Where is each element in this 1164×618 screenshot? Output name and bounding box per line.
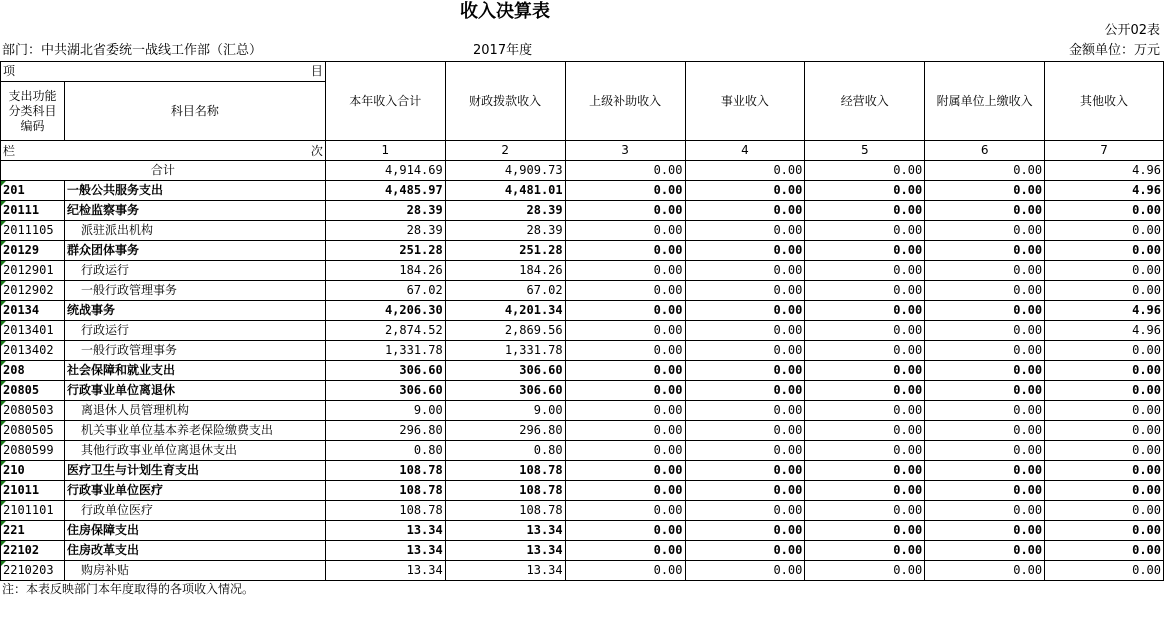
amount-cell-7: 0.00 [1045,441,1164,461]
subject-code: 20111 [1,201,65,221]
subject-name: 群众团体事务 [64,241,325,261]
total-value-6: 0.00 [925,161,1045,181]
amount-cell-7: 0.00 [1045,521,1164,541]
department-label: 部门：中共湖北省委统一战线工作部（汇总） [2,43,263,58]
amount-cell-5: 0.00 [805,561,925,581]
amount-cell-5: 0.00 [805,361,925,381]
col-number-2: 2 [445,141,565,161]
amount-cell-1: 67.02 [325,281,445,301]
amount-cell-3: 0.00 [565,261,685,281]
subject-name: 住房保障支出 [64,521,325,541]
amount-cell-1: 306.60 [325,381,445,401]
amount-cell-3: 0.00 [565,461,685,481]
subject-code: 20805 [1,381,65,401]
amount-cell-1: 0.80 [325,441,445,461]
amount-cell-4: 0.00 [685,561,805,581]
amount-cell-4: 0.00 [685,501,805,521]
total-value-7: 4.96 [1045,161,1164,181]
amount-cell-6: 0.00 [925,341,1045,361]
amount-cell-6: 0.00 [925,321,1045,341]
subject-name: 购房补贴 [64,561,325,581]
amount-cell-2: 108.78 [445,461,565,481]
subject-name: 医疗卫生与计划生育支出 [64,461,325,481]
amount-cell-4: 0.00 [685,421,805,441]
table-row [1,401,1164,421]
amount-cell-1: 1,331.78 [325,341,445,361]
col-header-1: 本年收入合计 [325,62,445,141]
amount-cell-5: 0.00 [805,221,925,241]
total-value-5: 0.00 [805,161,925,181]
amount-cell-3: 0.00 [565,401,685,421]
col-number-1: 1 [325,141,445,161]
amount-cell-5: 0.00 [805,521,925,541]
amount-cell-5: 0.00 [805,441,925,461]
fiscal-year: 2017年度 [473,43,533,58]
subject-code: 2080503 [1,401,65,421]
total-value-3: 0.00 [565,161,685,181]
col-header-7: 其他收入 [1045,62,1164,141]
amount-cell-2: 1,331.78 [445,341,565,361]
table-row [1,261,1164,281]
amount-cell-4: 0.00 [685,201,805,221]
amount-cell-5: 0.00 [805,181,925,201]
table-row [1,201,1164,221]
table-row [1,421,1164,441]
amount-cell-4: 0.00 [685,521,805,541]
table-row [1,301,1164,321]
subject-code: 2011105 [1,221,65,241]
amount-cell-3: 0.00 [565,541,685,561]
amount-cell-1: 28.39 [325,221,445,241]
code-header: 支出功能分类科目编码 [1,82,65,141]
amount-cell-4: 0.00 [685,401,805,421]
amount-cell-1: 13.34 [325,541,445,561]
amount-cell-2: 0.80 [445,441,565,461]
amount-cell-5: 0.00 [805,401,925,421]
amount-cell-4: 0.00 [685,541,805,561]
amount-cell-6: 0.00 [925,521,1045,541]
amount-cell-3: 0.00 [565,481,685,501]
subject-name: 其他行政事业单位离退休支出 [64,441,325,461]
amount-cell-6: 0.00 [925,481,1045,501]
amount-cell-2: 184.26 [445,261,565,281]
amount-cell-6: 0.00 [925,281,1045,301]
amount-cell-2: 306.60 [445,381,565,401]
table-row [1,241,1164,261]
subject-code: 221 [1,521,65,541]
amount-cell-1: 184.26 [325,261,445,281]
subject-code: 22102 [1,541,65,561]
amount-cell-6: 0.00 [925,441,1045,461]
row-header-left: 栏 [3,143,16,158]
amount-cell-1: 28.39 [325,201,445,221]
subject-name: 一般行政管理事务 [64,341,325,361]
subject-code: 2080599 [1,441,65,461]
amount-cell-4: 0.00 [685,261,805,281]
subject-code: 2012901 [1,261,65,281]
amount-cell-5: 0.00 [805,301,925,321]
amount-cell-6: 0.00 [925,501,1045,521]
amount-cell-6: 0.00 [925,421,1045,441]
amount-cell-3: 0.00 [565,501,685,521]
amount-cell-6: 0.00 [925,241,1045,261]
amount-cell-3: 0.00 [565,301,685,321]
header-item-row [1,62,1164,82]
amount-cell-3: 0.00 [565,561,685,581]
amount-cell-3: 0.00 [565,181,685,201]
amount-cell-4: 0.00 [685,301,805,321]
amount-cell-7: 0.00 [1045,361,1164,381]
amount-cell-1: 9.00 [325,401,445,421]
table-row [1,441,1164,461]
col-number-7: 7 [1045,141,1164,161]
subject-code: 2013402 [1,341,65,361]
table-row [1,221,1164,241]
amount-cell-4: 0.00 [685,241,805,261]
amount-cell-2: 9.00 [445,401,565,421]
total-value-4: 0.00 [685,161,805,181]
amount-cell-2: 306.60 [445,361,565,381]
col-number-5: 5 [805,141,925,161]
amount-cell-4: 0.00 [685,221,805,241]
amount-cell-4: 0.00 [685,321,805,341]
amount-cell-6: 0.00 [925,361,1045,381]
amount-cell-5: 0.00 [805,321,925,341]
subject-name: 行政运行 [64,321,325,341]
table-row [1,281,1164,301]
amount-cell-7: 0.00 [1045,261,1164,281]
subject-name: 社会保障和就业支出 [64,361,325,381]
subject-name: 一般行政管理事务 [64,281,325,301]
amount-cell-6: 0.00 [925,401,1045,421]
amount-cell-3: 0.00 [565,441,685,461]
col-header-4: 事业收入 [685,62,805,141]
subject-name: 行政运行 [64,261,325,281]
col-header-3: 上级补助收入 [565,62,685,141]
amount-cell-4: 0.00 [685,381,805,401]
amount-cell-2: 67.02 [445,281,565,301]
amount-cell-1: 108.78 [325,461,445,481]
amount-cell-7: 0.00 [1045,241,1164,261]
table-row [1,541,1164,561]
amount-cell-5: 0.00 [805,261,925,281]
amount-cell-6: 0.00 [925,201,1045,221]
subject-name: 统战事务 [64,301,325,321]
amount-cell-6: 0.00 [925,461,1045,481]
amount-cell-1: 251.28 [325,241,445,261]
column-number-row [1,141,1164,161]
amount-cell-6: 0.00 [925,381,1045,401]
subject-code: 20134 [1,301,65,321]
amount-cell-4: 0.00 [685,341,805,361]
amount-cell-5: 0.00 [805,341,925,361]
subject-name: 行政事业单位离退休 [64,381,325,401]
table-row [1,341,1164,361]
amount-cell-7: 4.96 [1045,321,1164,341]
amount-cell-3: 0.00 [565,221,685,241]
item-header-left: 项 [3,64,16,78]
amount-cell-6: 0.00 [925,221,1045,241]
table-row [1,521,1164,541]
amount-cell-4: 0.00 [685,441,805,461]
table-row [1,501,1164,521]
amount-cell-7: 0.00 [1045,541,1164,561]
amount-cell-6: 0.00 [925,261,1045,281]
subject-code: 20129 [1,241,65,261]
amount-cell-1: 13.34 [325,561,445,581]
subject-name: 一般公共服务支出 [64,181,325,201]
amount-cell-7: 0.00 [1045,221,1164,241]
amount-cell-2: 4,201.34 [445,301,565,321]
amount-cell-5: 0.00 [805,461,925,481]
income-table [0,61,1164,581]
amount-unit: 金额单位：万元 [1068,43,1160,58]
table-row [1,461,1164,481]
total-label: 合计 [1,161,326,181]
table-row [1,561,1164,581]
amount-cell-7: 0.00 [1045,501,1164,521]
report-title: 收入决算表 [460,1,550,22]
amount-cell-2: 28.39 [445,221,565,241]
subject-name: 纪检监察事务 [64,201,325,221]
col-number-3: 3 [565,141,685,161]
col-header-5: 经营收入 [805,62,925,141]
subject-name: 行政事业单位医疗 [64,481,325,501]
subject-name: 行政单位医疗 [64,501,325,521]
amount-cell-2: 28.39 [445,201,565,221]
amount-cell-1: 2,874.52 [325,321,445,341]
amount-cell-1: 296.80 [325,421,445,441]
amount-cell-3: 0.00 [565,421,685,441]
table-row [1,361,1164,381]
public-table-code: 公开02表 [1104,23,1160,38]
amount-cell-3: 0.00 [565,381,685,401]
amount-cell-3: 0.00 [565,321,685,341]
subject-code: 210 [1,461,65,481]
amount-cell-3: 0.00 [565,521,685,541]
amount-cell-2: 296.80 [445,421,565,441]
amount-cell-5: 0.00 [805,381,925,401]
amount-cell-2: 13.34 [445,541,565,561]
amount-cell-5: 0.00 [805,421,925,441]
table-row [1,321,1164,341]
item-header-right: 目 [310,64,323,78]
row-header-right: 次 [310,143,323,158]
total-row [1,161,1164,181]
table-row [1,381,1164,401]
amount-cell-6: 0.00 [925,541,1045,561]
row-number-header [1,141,326,161]
amount-cell-6: 0.00 [925,301,1045,321]
amount-cell-5: 0.00 [805,541,925,561]
amount-cell-4: 0.00 [685,461,805,481]
amount-cell-2: 13.34 [445,561,565,581]
amount-cell-7: 4.96 [1045,181,1164,201]
amount-cell-3: 0.00 [565,281,685,301]
amount-cell-2: 251.28 [445,241,565,261]
amount-cell-2: 13.34 [445,521,565,541]
subject-code: 201 [1,181,65,201]
amount-cell-1: 108.78 [325,501,445,521]
amount-cell-2: 4,481.01 [445,181,565,201]
amount-cell-4: 0.00 [685,281,805,301]
amount-cell-7: 0.00 [1045,561,1164,581]
subject-code: 208 [1,361,65,381]
subject-code: 2013401 [1,321,65,341]
item-header-cell [1,62,326,82]
amount-cell-1: 108.78 [325,481,445,501]
subject-code: 2080505 [1,421,65,441]
amount-cell-4: 0.00 [685,361,805,381]
table-row [1,481,1164,501]
amount-cell-7: 0.00 [1045,461,1164,481]
amount-cell-7: 0.00 [1045,481,1164,501]
amount-cell-7: 0.00 [1045,201,1164,221]
subject-code: 21011 [1,481,65,501]
total-value-2: 4,909.73 [445,161,565,181]
amount-cell-7: 0.00 [1045,421,1164,441]
amount-cell-3: 0.00 [565,361,685,381]
col-number-6: 6 [925,141,1045,161]
amount-cell-7: 4.96 [1045,301,1164,321]
footnote: 注：本表反映部门本年度取得的各项收入情况。 [2,582,255,596]
amount-cell-5: 0.00 [805,201,925,221]
amount-cell-5: 0.00 [805,281,925,301]
amount-cell-5: 0.00 [805,481,925,501]
amount-cell-6: 0.00 [925,181,1045,201]
col-number-4: 4 [685,141,805,161]
total-value-1: 4,914.69 [325,161,445,181]
amount-cell-5: 0.00 [805,241,925,261]
col-header-6: 附属单位上缴收入 [925,62,1045,141]
amount-cell-3: 0.00 [565,201,685,221]
table-row [1,181,1164,201]
amount-cell-7: 0.00 [1045,281,1164,301]
subject-name: 住房改革支出 [64,541,325,561]
amount-cell-2: 108.78 [445,481,565,501]
subject-code: 2210203 [1,561,65,581]
amount-cell-3: 0.00 [565,341,685,361]
amount-cell-1: 13.34 [325,521,445,541]
name-header: 科目名称 [64,82,325,141]
subject-code: 2012902 [1,281,65,301]
amount-cell-4: 0.00 [685,481,805,501]
subject-name: 机关事业单位基本养老保险缴费支出 [64,421,325,441]
subject-code: 2101101 [1,501,65,521]
amount-cell-2: 108.78 [445,501,565,521]
amount-cell-7: 0.00 [1045,341,1164,361]
subject-name: 离退休人员管理机构 [64,401,325,421]
amount-cell-1: 4,206.30 [325,301,445,321]
amount-cell-1: 306.60 [325,361,445,381]
col-header-2: 财政拨款收入 [445,62,565,141]
amount-cell-4: 0.00 [685,181,805,201]
amount-cell-7: 0.00 [1045,401,1164,421]
subject-name: 派驻派出机构 [64,221,325,241]
amount-cell-5: 0.00 [805,501,925,521]
amount-cell-1: 4,485.97 [325,181,445,201]
amount-cell-7: 0.00 [1045,381,1164,401]
amount-cell-3: 0.00 [565,241,685,261]
amount-cell-6: 0.00 [925,561,1045,581]
amount-cell-2: 2,869.56 [445,321,565,341]
